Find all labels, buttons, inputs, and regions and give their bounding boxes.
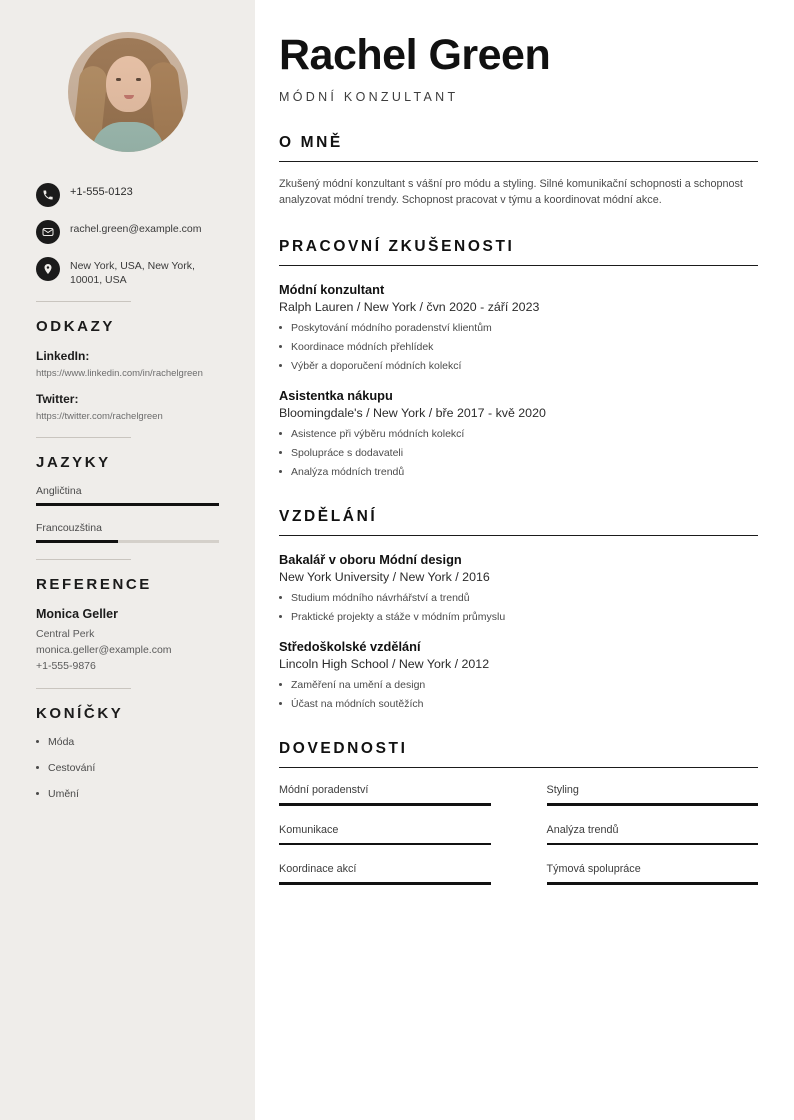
education-entry [279,639,758,710]
bullet-icon [36,740,39,743]
list-item [279,360,758,372]
skill-level-bar [547,882,759,885]
about-text: Zkušený módní konzultant s vášní pro módu a styling. Silné komunikační schopnosti a schopnost analyzovat módní trendy. Schopnost pracovat v týmu a koordinovat módní akce. [279,178,743,206]
link-url-linkedin[interactable]: https://www.linkedin.com/in/rachelgreen [36,368,203,379]
section-experience [279,238,758,478]
list-item [279,447,758,459]
bullet-text: Asistence při výběru módních kolekcí [291,428,465,440]
bullet-icon [279,364,282,367]
language-level-bar [36,503,219,506]
skill-item [279,784,491,806]
language-level-bar [36,540,219,543]
reference-email: monica.geller@example.com [36,644,172,656]
section-rule [279,535,758,536]
divider [36,559,131,560]
section-rule [279,265,758,266]
section-education [279,508,758,710]
link-label-linkedin: LinkedIn: [36,349,90,363]
skill-name: Týmová spolupráce [546,863,641,875]
bullet-text: Studium módního návrhářství a trendů [291,592,470,604]
contact-email-text: rachel.green@example.com [70,223,202,235]
link-item [36,392,219,423]
contact-phone-text: +1-555-0123 [70,186,133,198]
list-item [279,428,758,440]
entry-title: Středoškolské vzdělání [279,639,421,654]
contact-phone [36,182,219,207]
entry-meta: Lincoln High School / New York / 2012 [279,657,490,671]
entry-title: Asistentka nákupu [279,388,393,403]
languages-heading: JAZYKY [36,454,111,471]
reference-company: Central Perk [36,628,95,640]
bullet-text: Výběr a doporučení módních kolekcí [291,360,462,372]
bullet-icon [279,596,282,599]
bullet-text: Účast na módních soutěžích [291,698,424,710]
skill-item [547,824,759,846]
skill-item [547,863,759,885]
location-pin-icon [36,257,60,281]
main-content [255,0,794,1120]
bullet-icon [36,766,39,769]
skill-name: Analýza trendů [546,823,619,836]
page-title: Rachel Green [279,31,551,79]
bullet-text: Praktické projekty a stáže v módním průmyslu [291,611,506,623]
entry-title: Bakalář v oboru Módní design [279,552,462,567]
bullet-icon [279,615,282,618]
section-rule [279,767,758,768]
language-name: Francouzština [36,522,102,534]
list-item [279,466,758,478]
hobbies-heading: KONÍČKY [36,705,124,722]
about-heading: O MNĚ [279,134,343,151]
contact-list [36,182,219,287]
avatar [36,32,219,152]
skill-name: Styling [546,784,579,796]
bullet-icon [279,432,282,435]
skill-level-bar [279,803,491,806]
skill-name: Komunikace [279,823,339,836]
sidebar [0,0,255,1120]
profile-photo [68,32,188,152]
bullet-text: Zaměření na umění a design [291,679,426,691]
links-heading: ODKAZY [36,318,115,335]
link-item [36,349,219,380]
reference-card [36,607,219,674]
list-item [36,762,219,774]
language-item [36,522,219,543]
experience-entry [279,282,758,372]
divider [36,301,131,302]
hobby-label: Cestování [48,762,96,774]
hobby-label: Móda [48,736,75,748]
bullet-icon [279,326,282,329]
skills-grid [279,784,758,885]
section-about [279,134,758,208]
list-item [279,341,758,353]
contact-email [36,219,219,244]
bullet-icon [36,792,39,795]
bullet-icon [279,702,282,705]
contact-address [36,256,219,287]
bullet-text: Poskytování módního poradenství klientům [291,322,492,334]
education-entry [279,552,758,623]
section-skills [279,740,758,885]
experience-entry [279,388,758,478]
skill-name: Módní poradenství [279,784,369,796]
hobby-label: Umění [48,788,79,800]
experience-heading: PRACOVNÍ ZKUŠENOSTI [279,238,515,255]
bullet-text: Analýza módních trendů [291,466,405,478]
divider [36,437,131,438]
entry-title: Módní konzultant [279,282,385,297]
phone-icon [36,183,60,207]
bullet-text: Koordinace módních přehlídek [291,341,434,353]
entry-meta: New York University / New York / 2016 [279,570,490,584]
link-label-twitter: Twitter: [36,392,79,406]
bullet-icon [279,470,282,473]
entry-meta: Bloomingdale's / New York / bře 2017 - kvě 2020 [279,406,546,420]
list-item [279,611,758,623]
skill-item [279,824,491,846]
reference-phone: +1-555-9876 [36,660,96,672]
language-item [36,485,219,506]
skill-level-bar [279,882,491,885]
language-name: Angličtina [36,485,82,497]
email-icon [36,220,60,244]
entry-meta: Ralph Lauren / New York / čvn 2020 - září 2023 [279,300,540,314]
education-heading: VZDĚLÁNÍ [279,508,378,525]
list-item [279,592,758,604]
skill-level-bar [547,843,759,846]
list-item [36,788,219,800]
skills-heading: DOVEDNOSTI [279,740,408,757]
contact-address-text: New York, USA, New York, 10001, USA [70,260,195,286]
divider [36,688,131,689]
bullet-icon [279,345,282,348]
skill-name: Koordinace akcí [279,863,357,875]
skill-item [547,784,759,806]
references-heading: REFERENCE [36,576,152,593]
list-item [36,736,219,748]
list-item [279,322,758,334]
skill-level-bar [547,803,759,806]
bullet-text: Spolupráce s dodavateli [291,447,404,459]
list-item [279,679,758,691]
section-rule [279,161,758,162]
bullet-icon [279,683,282,686]
job-title: MÓDNÍ KONZULTANT [279,90,459,104]
list-item [279,698,758,710]
reference-name: Monica Geller [36,607,118,621]
bullet-icon [279,451,282,454]
skill-level-bar [279,843,491,846]
skill-item [279,863,491,885]
link-url-twitter[interactable]: https://twitter.com/rachelgreen [36,411,163,422]
